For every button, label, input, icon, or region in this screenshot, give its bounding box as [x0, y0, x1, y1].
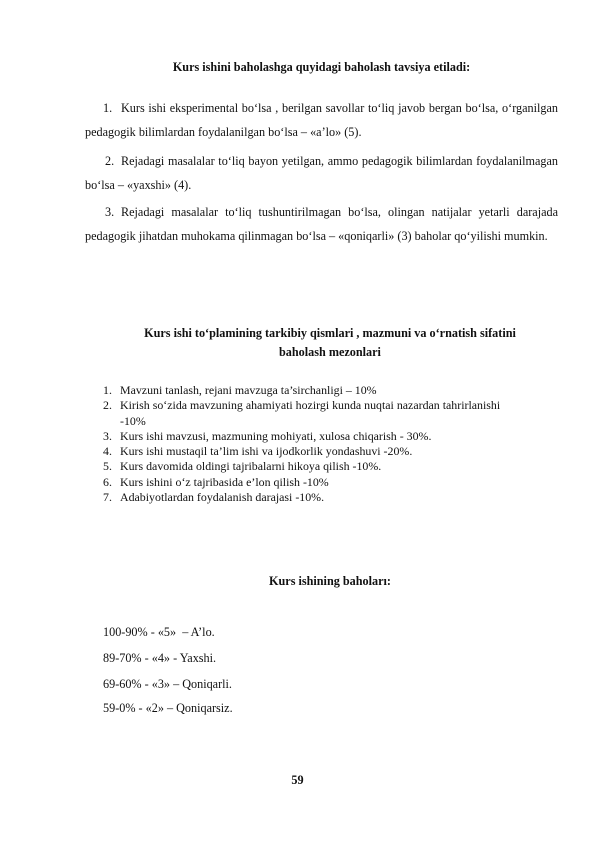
criterion-paragraph: [85, 150, 558, 197]
grade-line: 89-70% - «4» - Yaxshi.: [103, 651, 217, 665]
list-item: 1. Mavzuni tanlash, rejani mavzuga ta’sirchanligi – 10%: [103, 383, 377, 397]
assessment-heading: Kurs ishini baholashga quyidagi baholash tavsiya etiladi:: [172, 60, 471, 74]
components-list: [103, 383, 543, 505]
criterion-number: 3.: [105, 205, 115, 219]
list-item: 7. Adabiyotlardan foydalanish darajasi -10%.: [103, 490, 325, 505]
criterion-paragraph: [85, 97, 558, 144]
grade-line: 100-90% - «5» – A’lo.: [103, 625, 215, 639]
components-heading-line2: baholash mezonlari: [279, 345, 381, 359]
list-item: 3. Kurs ishi mavzusi, mazmuning mohiyati, xulosa chiqarish - 30%.: [103, 428, 432, 443]
page-number: 59: [291, 773, 304, 787]
grade-line: 69-60% - «3» – Qoniqarli.: [103, 677, 232, 691]
list-item: 4. Kurs ishi mustaqil ta’lim ishi va ijodkorlik yondashuvi -20%.: [103, 444, 413, 459]
list-item: 2. Kirish so‘zida mavzuning ahamiyati hozirgi kunda nuqtai nazardan tahrirlanishi -10%: [103, 398, 501, 428]
criterion-number: 1.: [103, 101, 113, 115]
list-item: 5. Kurs davomida oldingi tajribalarni hikoya qilish -10%.: [103, 459, 382, 474]
criterion-text: Kurs ishi eksperimental bo‘lsa , berilgan savollar to‘liq javob bergan bo‘lsa, o‘rganilgan pedagogik bilimlardan foydalanilgan bo‘lsa – «a’lo» (5).: [85, 101, 558, 139]
criterion-text: Rejadagi masalalar to‘liq bayon yetilgan, ammo pedagogik bilimlardan foydalanilmagan bo‘lsa – «yaxshi» (4).: [85, 154, 558, 192]
criterion-number: 2.: [105, 154, 115, 168]
grades-heading: Kurs ishining bahoları:: [269, 574, 391, 588]
criterion-text: Rejadagi masalalar to‘liq tushuntirilmagan bo‘lsa, olingan natijalar yetarli darajada pedagogik jihatdan muhokama qilinmagan bo‘lsa – «qoniqarli» (3) baholar qo‘yilishi mumkin.: [85, 205, 558, 243]
list-item: 6. Kurs ishini o‘z tajribasida e’lon qilish -10%: [103, 474, 329, 489]
grade-line: 59-0% - «2» – Qoniqarsiz.: [103, 701, 233, 715]
criterion-paragraph: [85, 201, 558, 248]
components-heading-line1: Kurs ishi to‘plamining tarkibiy qismlari , mazmuni va o‘rnatish sifatini: [144, 326, 516, 340]
